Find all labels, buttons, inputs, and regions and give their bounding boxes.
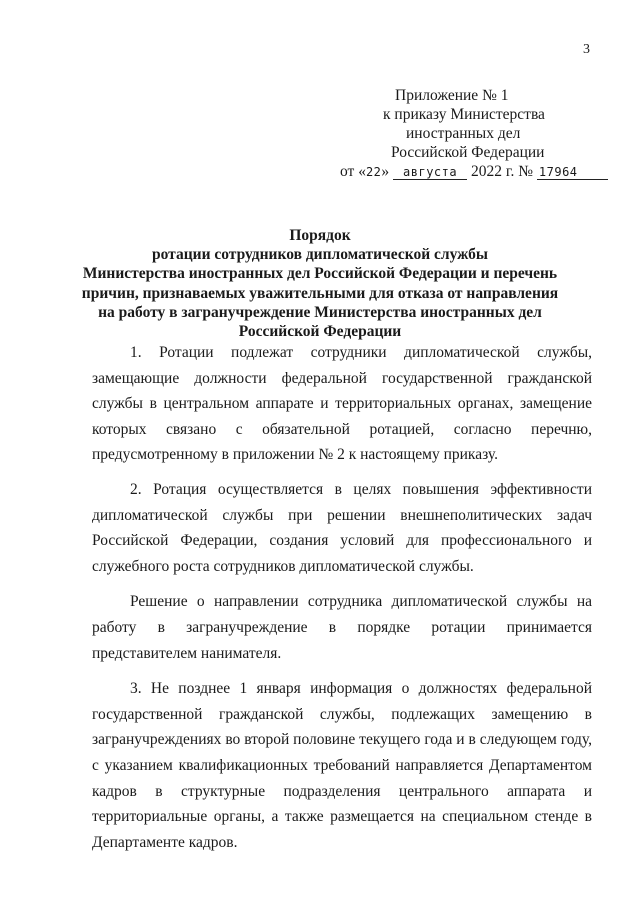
appendix-order-ref: к приказу Министерства (383, 106, 545, 123)
date-month: августа (393, 165, 467, 180)
date-prefix: от « (340, 163, 366, 180)
appendix-ministry: иностранных дел (406, 125, 521, 142)
document-title (60, 226, 580, 341)
page-number: 3 (583, 42, 590, 57)
title-line-1: Порядок (289, 227, 351, 244)
document-body (92, 340, 592, 865)
paragraph-3: 3. Не позднее 1 января информация о должностях федеральной государственной гражданской службы, подлежащих замещению в загранучреждениях во второй половине текущего года и в следующем году, с указанием квалификационных требований направляется Департаментом кадров в структурные подразделения центрального аппарата и территориальные органы, а также размещается на специальном стенде в Департаменте кадров. (92, 680, 592, 851)
order-number: 17964 (537, 165, 608, 180)
title-line-3: Министерства иностранных дел Российской Федерации и перечень (82, 265, 558, 283)
title-line-4: причин, признаваемых уважительными для отказа от направления (81, 284, 559, 302)
date-year: 2022 г. № (467, 163, 537, 180)
appendix-header (340, 86, 610, 182)
appendix-date-line (340, 162, 610, 182)
appendix-country: Российской Федерации (391, 144, 545, 161)
date-mid: » (381, 163, 394, 180)
appendix-title: Приложение № 1 (395, 87, 509, 104)
title-line-5: на работу в загранучреждение Министерства иностранных дел (98, 303, 542, 321)
paragraph-1: 1. Ротации подлежат сотрудники дипломатической службы, замещающие должности федеральной государственной гражданской службы в центральном аппарате и территориальных органах, замещение которых связано с обязательной ротацией, согласно перечню, предусмотренному в приложении № 2 к настоящему приказу. (92, 344, 592, 464)
title-line-2: ротации сотрудников дипломатической службы (151, 246, 489, 264)
title-line-6: Российской Федерации (238, 323, 402, 341)
paragraph-2: 2. Ротация осуществляется в целях повышения эффективности дипломатической службы при решении внешнеполитических задач Российской Федерации, создания условий для профессионального и служебного роста сотрудников дипломатической службы. (92, 480, 592, 575)
paragraph-2-decision: Решение о направлении сотрудника дипломатической службы на работу в загранучреждение в порядке ротации принимается представителем нанимателя. (92, 593, 592, 662)
date-day: 22 (365, 165, 382, 179)
